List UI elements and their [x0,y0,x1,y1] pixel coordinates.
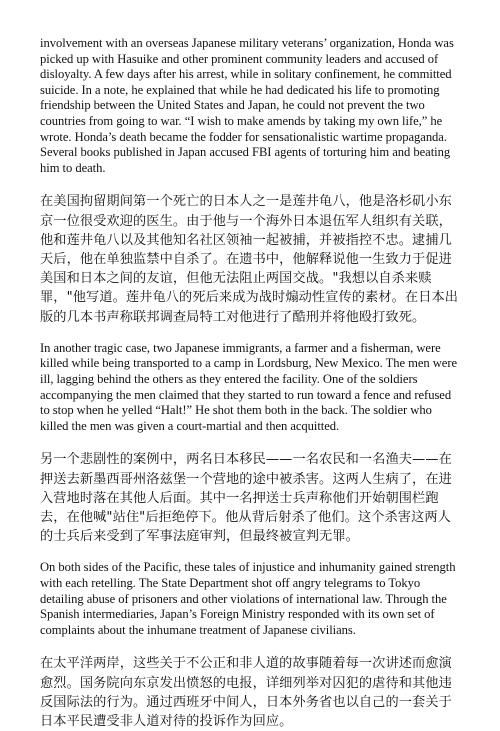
paragraph-english-3: On both sides of the Pacific, these tales of injustice and inhumanity gained strength with each retelling. The State Department shot off angry telegrams to Tokyo detailing abuse of prisoners and other violations of international law. Through the Spanish intermediaries, Japan’s Foreign Ministry responded with its own set of complaints about the inhumane treatment of Japanese civilians. [40,560,456,637]
paragraph-english-2: In another tragic case, two Japanese immigrants, a farmer and a fisherman, were killed while being transported to a camp in Lordsburg, New Mexico. The men were ill, lagging behind the others as they entered the facility. One of the soldiers accompanying the men claimed that they started to run toward a fence and refused to stop when he yelled “Halt!” He shot them both in the back. The soldier who killed the men was given a court-martial and then acquitted. [40,340,458,433]
paragraph-chinese-1: 在美国拘留期间第一个死亡的日本人之一是莲井龟八，他是洛杉矶小东京一位很受欢迎的医生。由于他与一个海外日本退伍军人组织有关联，他和莲井龟八以及其他知名社区领袖一起被捕，并被指控不忠。逮捕几天后，他在单独监禁中自杀了。在遗书中，他解释说他一生致力于促进美国和日本之间的友谊，但他无法阻止两国交战。"我想以自杀来赎罪，"他写道。莲井龟八的死后来成为战时煽动性宣传的素材。在日本出版的几本书声称联邦调查局特工对他进行了酷刑并将他殴打致死。 [40,194,459,325]
paragraph-chinese-2: 另一个悲剧性的案例中，两名日本移民——一名农民和一名渔夫——在押送去新墨西哥州洛兹堡一个营地的途中被杀害。这两人生病了，在进入营地时落在其他人后面。其中一名押送士兵声称他们开始朝围栏跑去，在他喊"站住"后拒绝停下。他从背后射杀了他们。这个杀害这两人的士兵后来受到了军事法庭审判，但最终被宣判无罪。 [40,452,452,545]
paragraph-chinese-3: 在太平洋两岸，这些关于不公正和非人道的故事随着每一次讲述而愈演愈烈。国务院向东京发出愤怒的电报，详细列举对囚犯的虐待和其他违反国际法的行为。通过西班牙中间人，日本外务省也以自己的一套关于日本平民遭受非人道对待的投诉作为回应。 [40,656,452,729]
paragraph-english-1: involvement with an overseas Japanese military veterans’ organization, Honda was picked up with Hasuike and other prominent community leaders and accused of disloyalty. A few days after his arrest, while in solitary confinement, he committed suicide. In a note, he explained that while he had dedicated his life to promoting friendship between the United States and Japan, he could not prevent the two countries from going to war. “I wish to make amends by taking my own life,” he wrote. Honda’s death became the fodder for sensationalistic wartime propaganda. Several books published in Japan accused FBI agents of torturing him and beating him to death. [40,36,454,175]
